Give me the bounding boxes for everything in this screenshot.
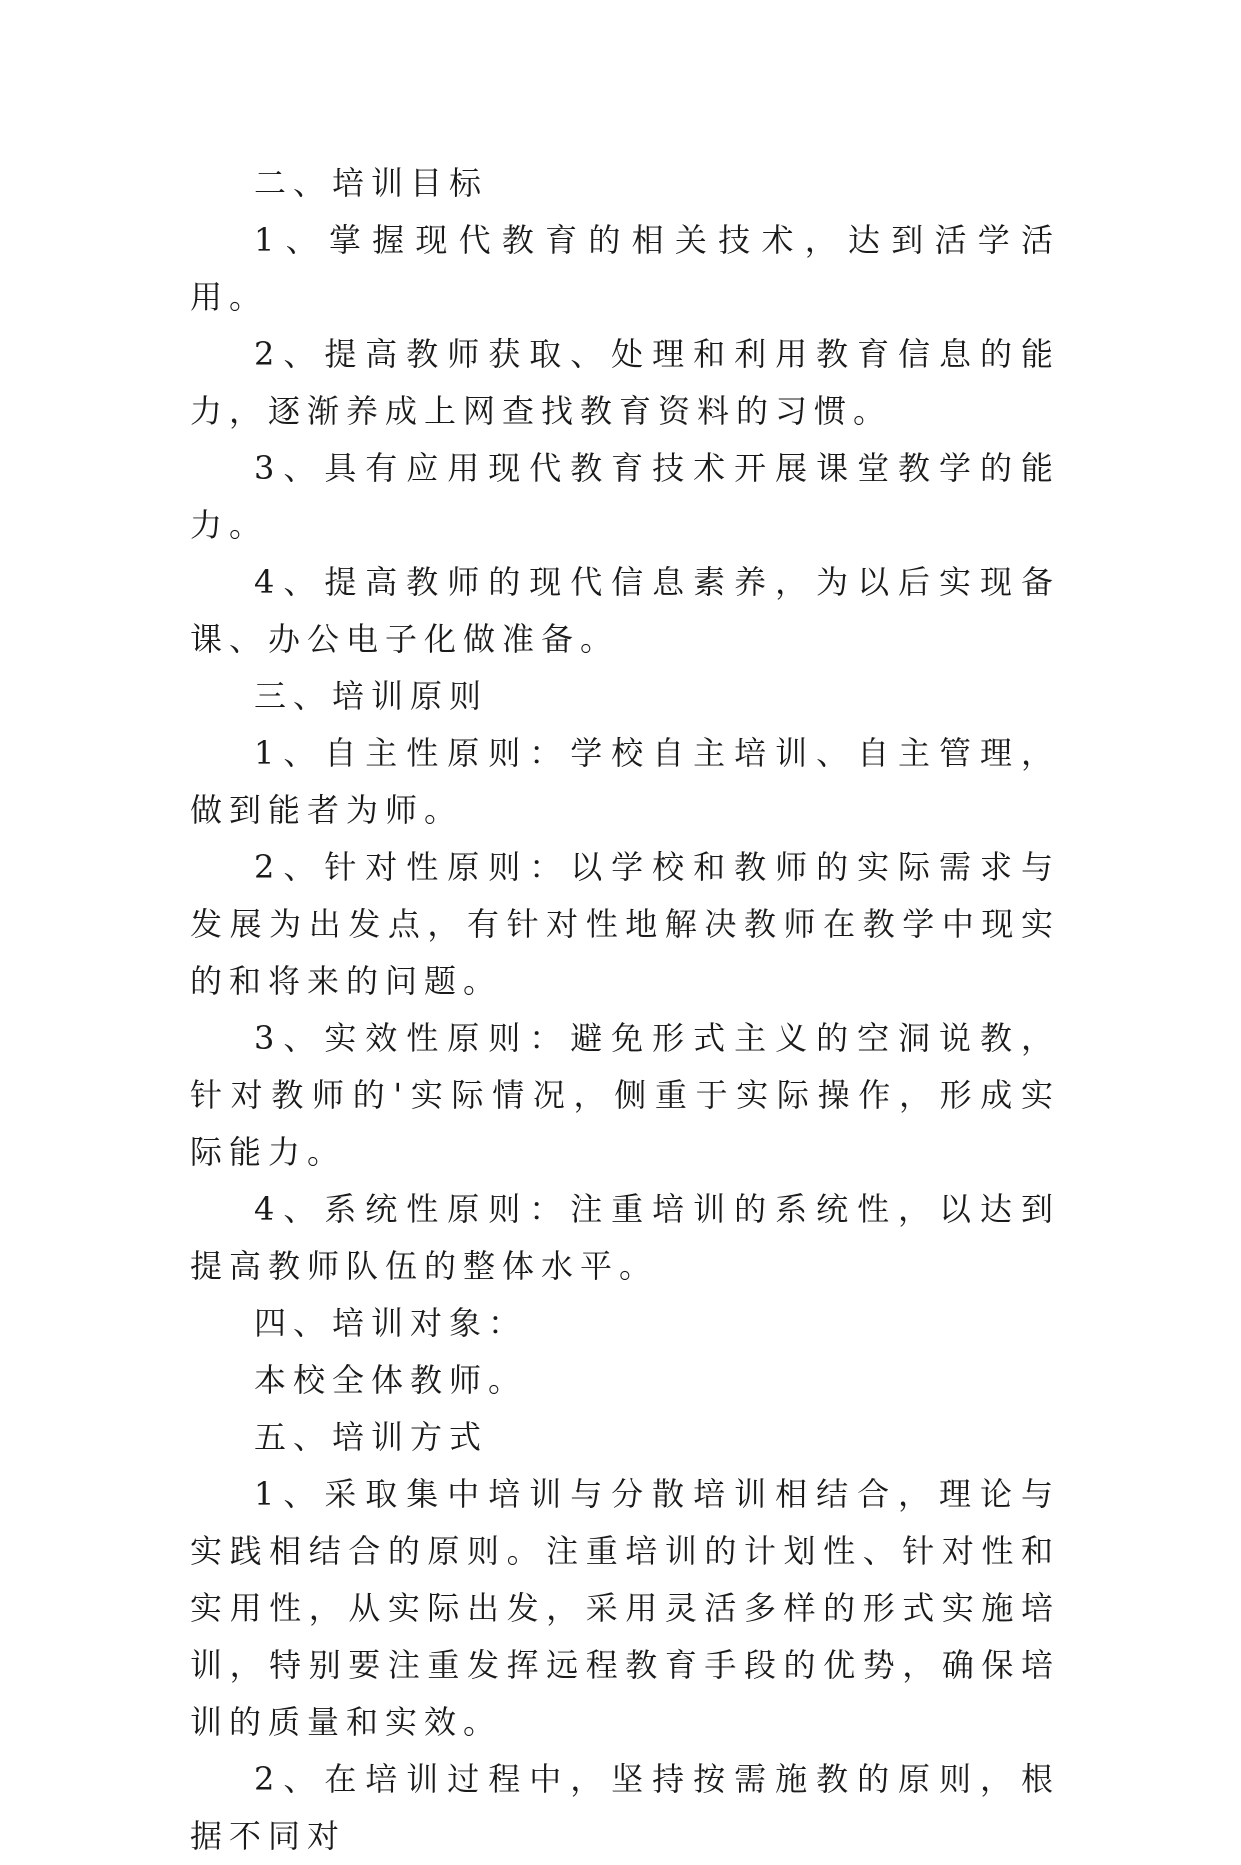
paragraph-principle-2: 2、针对性原则：以学校和教师的实际需求与发展为出发点，有针对性地解决教师在教学中现实的和将来的问题。 [190, 848, 1060, 1000]
document-body [190, 155, 1060, 1865]
paragraph-method-1: 1、采取集中培训与分散培训相结合，理论与实践相结合的原则。注重培训的计划性、针对性和实用性，从实际出发，采用灵活多样的形式实施培训，特别要注重发挥远程教育手段的优势，确保培训的质量和实效。 [190, 1475, 1060, 1741]
paragraph-goal-3: 3、具有应用现代教育技术开展课堂教学的能力。 [190, 449, 1060, 544]
paragraph-goal-1: 1、掌握现代教育的相关技术，达到活学活用。 [190, 221, 1060, 316]
section-heading-methods: 五、培训方式 [254, 1418, 489, 1456]
paragraph-goal-4: 4、提高教师的现代信息素养，为以后实现备课、办公电子化做准备。 [190, 563, 1060, 658]
paragraph-audience: 本校全体教师。 [254, 1361, 528, 1399]
paragraph-principle-1: 1、自主性原则：学校自主培训、自主管理，做到能者为师。 [190, 734, 1060, 829]
section-heading-audience: 四、培训对象： [254, 1304, 528, 1342]
paragraph-goal-2: 2、提高教师获取、处理和利用教育信息的能力，逐渐养成上网查找教育资料的习惯。 [190, 335, 1060, 430]
paragraph-method-2: 2、在培训过程中，坚持按需施教的原则，根据不同对 [190, 1760, 1060, 1855]
paragraph-principle-3: 3、实效性原则：避免形式主义的空洞说教，针对教师的'实际情况，侧重于实际操作，形成实际能力。 [190, 1019, 1060, 1171]
paragraph-principle-4: 4、系统性原则：注重培训的系统性，以达到提高教师队伍的整体水平。 [190, 1190, 1060, 1285]
section-heading-principles: 三、培训原则 [254, 677, 489, 715]
section-heading-goals: 二、培训目标 [254, 164, 489, 202]
